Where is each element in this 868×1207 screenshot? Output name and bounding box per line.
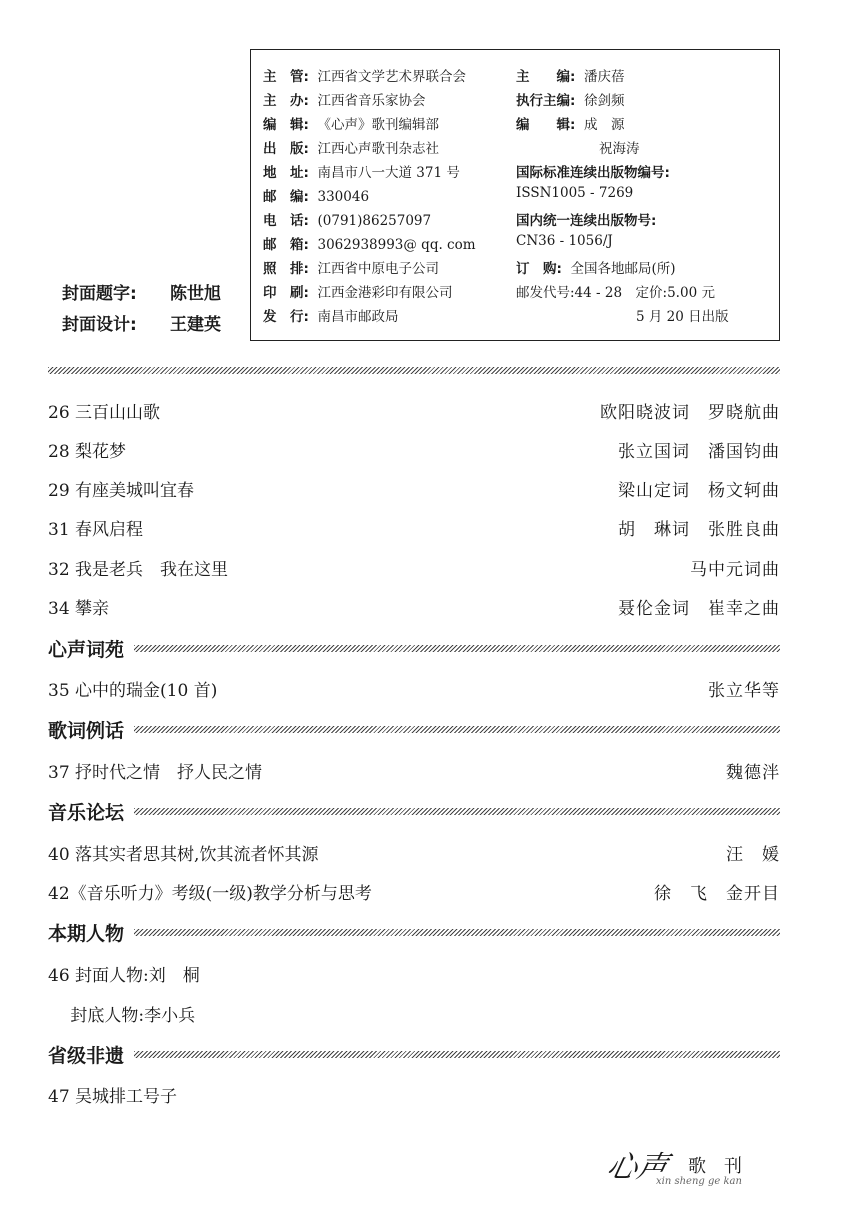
section-hatch bbox=[134, 808, 780, 815]
toc-entry: 46 封面人物:刘 桐 bbox=[48, 965, 200, 986]
toc-entry: 28 梨花梦 张立国词 潘国钧曲 bbox=[48, 441, 780, 462]
info-row: 印 刷: 江西金港彩印有限公司 bbox=[263, 285, 453, 301]
toc-entry: 37 抒时代之情 抒人民之情 魏德泮 bbox=[48, 762, 780, 783]
info-row: 祝海涛 bbox=[599, 141, 640, 157]
info-row: 编 辑: 《心声》歌刊编辑部 bbox=[263, 117, 439, 133]
info-row: 主 编: 潘庆蓓 bbox=[516, 69, 625, 85]
section-header: 省级非遗 bbox=[48, 1039, 780, 1069]
section-header: 本期人物 bbox=[48, 917, 780, 947]
info-row: 邮 箱: 3062938993@ qq. com bbox=[263, 237, 476, 253]
info-row: 邮 编: 330046 bbox=[263, 189, 370, 205]
section-header: 歌词例话 bbox=[48, 714, 780, 744]
journal-name: 歌 刊 bbox=[688, 1156, 742, 1177]
info-row: 地 址: 南昌市八一大道 371 号 bbox=[263, 165, 460, 181]
info-row: 主 管: 江西省文学艺术界联合会 bbox=[263, 69, 466, 85]
toc-entry: 32 我是老兵 我在这里 马中元词曲 bbox=[48, 559, 780, 580]
publication-info-box bbox=[250, 49, 780, 341]
toc-entry: 26 三百山山歌 欧阳晓波词 罗晓航曲 bbox=[48, 402, 780, 423]
info-row: CN36 - 1056/J bbox=[516, 233, 613, 249]
info-row: 执行主编: 徐剑频 bbox=[516, 93, 625, 109]
cover-design-name: 王建英 bbox=[170, 315, 221, 335]
section-hatch bbox=[134, 1051, 780, 1058]
divider-hatch bbox=[48, 367, 780, 374]
info-row: 主 办: 江西省音乐家协会 bbox=[263, 93, 426, 109]
journal-logo bbox=[600, 1140, 780, 1190]
info-row: 发 行: 南昌市邮政局 bbox=[263, 309, 399, 325]
info-row: 5 月 20 日出版 bbox=[636, 309, 729, 325]
info-row: ISSN1005 - 7269 bbox=[516, 185, 634, 201]
toc-entry: 47 吴城排工号子 bbox=[48, 1086, 178, 1107]
cover-title-label: 封面题字: bbox=[62, 284, 137, 304]
info-row: 国际标准连续出版物编号: bbox=[516, 165, 670, 181]
toc-entry: 42《音乐听力》考级(一级)教学分析与思考 徐 飞 金开目 bbox=[48, 883, 780, 904]
toc-entry: 40 落其实者思其树,饮其流者怀其源 汪 媛 bbox=[48, 844, 780, 865]
info-row: 邮发代号:44 - 28 定价:5.00 元 bbox=[516, 285, 715, 301]
toc-entry: 34 攀亲 聂伦金词 崔幸之曲 bbox=[48, 598, 780, 619]
toc-entry: 封底人物:李小兵 bbox=[48, 1005, 196, 1026]
section-header: 心声词苑 bbox=[48, 633, 780, 663]
info-row: 订 购: 全国各地邮局(所) bbox=[516, 261, 676, 277]
toc-entry: 35 心中的瑞金(10 首) 张立华等 bbox=[48, 680, 780, 701]
info-row: 出 版: 江西心声歌刊杂志社 bbox=[263, 141, 439, 157]
section-header: 音乐论坛 bbox=[48, 796, 780, 826]
toc-entry: 31 春风启程 胡 琳词 张胜良曲 bbox=[48, 519, 780, 540]
section-hatch bbox=[134, 645, 780, 652]
info-row: 电 话: (0791)86257097 bbox=[263, 213, 432, 229]
section-hatch bbox=[134, 726, 780, 733]
info-row: 照 排: 江西省中原电子公司 bbox=[263, 261, 439, 277]
cover-design-label: 封面设计: bbox=[62, 315, 137, 335]
section-hatch bbox=[134, 929, 780, 936]
journal-pinyin: xin sheng ge kan bbox=[656, 1176, 742, 1187]
info-row: 编 辑: 成 源 bbox=[516, 117, 625, 133]
info-row: 国内统一连续出版物号: bbox=[516, 213, 657, 229]
logo-calligraphy: 心声 bbox=[603, 1150, 671, 1185]
cover-title-name: 陈世旭 bbox=[170, 284, 221, 304]
toc-entry: 29 有座美城叫宜春 梁山定词 杨文轲曲 bbox=[48, 480, 780, 501]
